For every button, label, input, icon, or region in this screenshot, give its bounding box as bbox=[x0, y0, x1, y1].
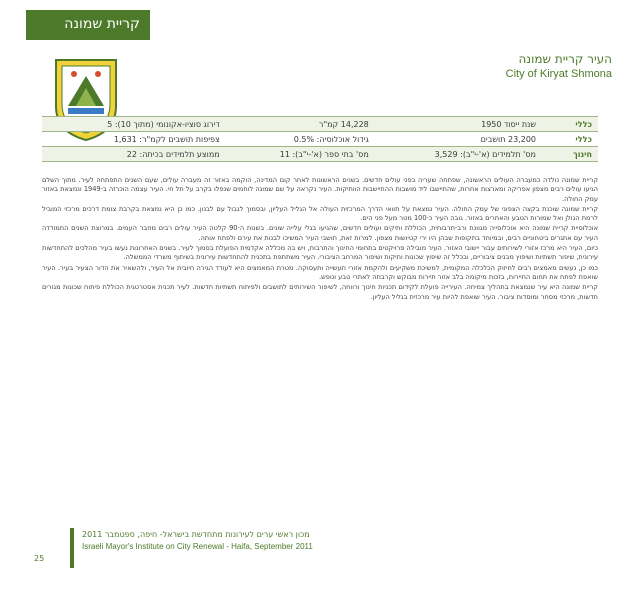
body-paragraph: אוכלוסיית קריית שמונה היא אוכלוסייה מגוונת ורב-תרבותית, הכוללת ותיקים ועולים חדשים, שהגיעו בגלי עלייה שונים. בשנות ה-90 קלטה העיר עולים רבים מחבר העמים. במרוצת השנים התמודדה העיר עם אתגרים ביטחוניים רבים, ובמיוחד בתקופות שבהן היו ירי קטיושות מצפון. למרות זאת, תושבי העיר המשיכו לבנות את עירם ולפתח אותה. bbox=[42, 224, 598, 242]
table-cell: מס' תלמידים (א'-י"ב): 3,529 bbox=[375, 147, 542, 162]
body-paragraph: קריית שמונה שוכנת בקצה הצפוני של עמק החולה. העיר נמצאת על תוואי הדרך המרכזית העולה אל הגליל העליון, ובסמוך לגבול עם לבנון. כמו כן היא נמצאת בקרבת צומת דרכים מרכזי המוביל לרמת הגולן ואל שמורות הטבע והאתרים באזור. גובה העיר כ-100 מטר מעל פני הים. bbox=[42, 204, 598, 223]
body-paragraph: כמו כן, נעשים מאמצים רבים לחיזוק הכלכלה המקומית, למשיכת משקיעים ולהקמת אזורי תעשייה ותעסוקה. מטרת המאמצים היא לעודד הגירה חיובית אל העיר, ולהשאיר את הדור הצעיר בעיר. העיר שואפת לפתח את תחום התיירות, בזכות מיקומה בלב אזור תיירות מבוקש וקרבתה לאתרי טבע ונופש. bbox=[42, 263, 598, 281]
table-cell: דירוג סוציו-אקונומי (מתוך 10): 5 bbox=[42, 117, 226, 132]
page-number: 25 bbox=[34, 554, 45, 563]
body-paragraph: כיום, העיר היא מרכז אזורי לשירותים עבור יישובי האזור. העיר מובילה פרויקטים בתחומי החינוך והתרבות, ויש בה מכללה אקדמית הפועלת בסמוך לעיר. בשנים האחרונות נעשו בעיר מהלכים להתחדשות עירונית, שיפור תשתיות ושיפוץ מבנים ציבוריים, ובכלל זה שיפוץ שכונות ותיקות ושיפור המרחב הציבורי. העיר משתתפת בתכנית להתחדשות עירונית בשיתוף משרדי הממשלה. bbox=[42, 244, 598, 262]
table-cell: צפיפות תושבים לקמ"ר: 1,631 bbox=[42, 132, 226, 147]
body-paragraph: קריית שמונה היא עיר שנמצאת בתהליך צמיחה. העירייה פועלת לקידום תכניות חינוך ורווחה, לשיפור השירותים לתושבים ולפיתוח תשתיות חדשות. לעיר תכנית אסטרטגית הכוללת פיתוח שכונות מגורים חדשות, מרכזי מסחר ומוסדות ציבור. העיר שואפת להיות עיר מרכזית בגליל העליון. bbox=[42, 283, 598, 301]
row-label: חינוך bbox=[542, 147, 598, 162]
table-row bbox=[42, 132, 598, 147]
row-label: כללי bbox=[542, 117, 598, 132]
header-band bbox=[0, 0, 638, 44]
city-title-hebrew: העיר קריית שמונה bbox=[518, 52, 612, 66]
city-title-english: City of Kiryat Shmona bbox=[505, 68, 612, 80]
footer-accent-bar bbox=[70, 528, 74, 568]
city-stats-table bbox=[42, 116, 598, 162]
footer-institute-english: Israeli Mayor's Institute on City Renewal - Haifa, September 2011 bbox=[82, 542, 313, 551]
table-cell: ממוצע תלמידים בכיתה: 22 bbox=[42, 147, 226, 162]
header-tab-title: קריית שמונה bbox=[64, 16, 140, 32]
header-tab bbox=[26, 10, 150, 40]
table-cell: 14,228 קמ"ר bbox=[226, 117, 375, 132]
table-cell: 23,200 תושבים bbox=[375, 132, 542, 147]
footer-institute-hebrew: מכון ראשי ערים לעירונות מתחדשת בישראל- חיפה, ספטמבר 2011 bbox=[82, 530, 310, 539]
row-label: כללי bbox=[542, 132, 598, 147]
table-cell: שנת ייסוד 1950 bbox=[375, 117, 542, 132]
body-text bbox=[42, 176, 598, 502]
table-cell: מס' בתי ספר (א'-י"ב): 11 bbox=[226, 147, 375, 162]
body-paragraph: קריית שמונה נולדה כמעברה העולים הראשונה, שפתחה שעריה בפני עולים חדשים. בשנים הראשונות לאחר קום המדינה, הוקמה באזור זה מעברה עולים, שעם השנים התפתחה לעיר. מתוך השלם הגיעו עולים רבים מצפון אפריקה ומארצות אחרות, שהתיישבו ליד מושבות ההתיישבות הוותיקות. העיר נקראה על שם שמונה לוחמים שנפלו בקרב על תל חי. העיר עצמה הוכרזה ב-1949 ונמצאת באזור עמק החולה. bbox=[42, 176, 598, 203]
table-row bbox=[42, 117, 598, 132]
table-cell: גידול אוכלוסיה: 0.5% bbox=[226, 132, 375, 147]
table-row bbox=[42, 147, 598, 162]
